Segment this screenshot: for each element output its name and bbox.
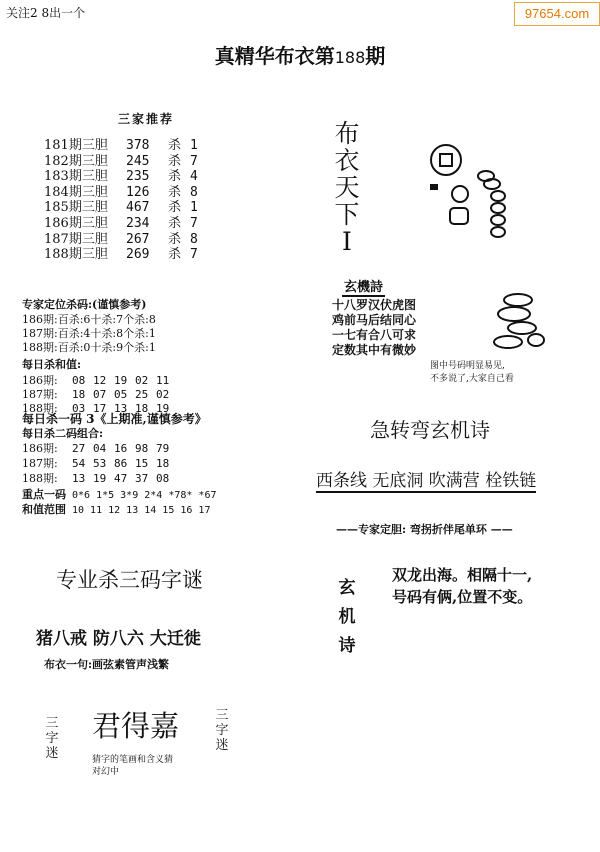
daily-sum-row-value: 05 (114, 388, 128, 401)
three-dan-row (44, 243, 198, 262)
three-dan-nums: 467 (126, 200, 150, 216)
daily-two-row-value: 47 (114, 472, 128, 485)
vertical-char: 玄 (338, 578, 356, 598)
coin-large (431, 145, 461, 175)
expert-row: 187期:百杀:4十杀:8个杀:1 (22, 327, 156, 340)
coin-chain-2 (484, 179, 500, 189)
riddle-poem-heading: 急转弯玄机诗 (370, 418, 490, 442)
daily-two-row-label: 186期: (22, 442, 58, 455)
three-dan-period: 183期三胆 (44, 169, 108, 185)
poem-line: 一七有合八可求 (332, 328, 417, 342)
daily-sum-row-value: 25 (135, 388, 149, 401)
vertical-char: 三 (45, 716, 59, 731)
three-dan-kill-num: 1 (190, 138, 198, 153)
riddle-note (92, 754, 173, 778)
vertical-char: 衣 (334, 146, 360, 175)
three-dan-kill: 杀 (168, 153, 182, 169)
riddle-poem-line: 西条线 无底洞 吹满营 栓铁链 (316, 466, 536, 493)
daily-sum-row-value: 17 (93, 402, 107, 415)
three-dan-period: 184期三胆 (44, 184, 108, 200)
three-dan-period: 182期三胆 (44, 153, 108, 169)
vertical-char: 三 (215, 708, 229, 723)
vertical-char: 机 (338, 607, 356, 627)
vertical-char: Ⅰ (342, 227, 352, 256)
daily-sum-row-label: 188期: (22, 402, 58, 415)
coins-illustration (420, 136, 520, 246)
daily-sum-row-value: 02 (135, 374, 149, 387)
daily-sum-row-value: 12 (93, 374, 107, 387)
riddle-heading: 专业杀三码字谜 (56, 568, 203, 592)
daily-sum-row-label: 187期: (22, 388, 58, 401)
daily-sum-row-value: 19 (114, 374, 128, 387)
coin-chain-6 (491, 227, 505, 237)
coin-large-hole (440, 154, 452, 166)
daily-one-heading: 每日杀一码 3《上期准,谨慎参考》 (22, 412, 207, 426)
page-title: 真精华布衣第188期 (214, 44, 386, 68)
stack-coin-4 (494, 336, 522, 348)
daily-sum-row-value: 19 (156, 402, 170, 415)
three-dan-kill: 杀 (168, 169, 182, 185)
three-dan-nums: 245 (126, 153, 150, 169)
daily-two-row-value: 13 (72, 472, 86, 485)
three-dan-kill-num: 8 (190, 231, 198, 247)
daily-sum-row-value: 03 (72, 402, 86, 415)
vertical-char: 迷 (215, 738, 229, 753)
expert-dan-line: ——专家定胆: 弯拐折伴尾单环 —— (336, 523, 513, 536)
daily-two-row-value: 37 (135, 472, 149, 485)
header-note: 关注2 8出一个 (6, 6, 86, 20)
three-dan-period: 187期三胆 (44, 231, 108, 247)
daily-two-row-value: 15 (135, 457, 149, 470)
three-dan-nums: 267 (126, 231, 150, 247)
three-dan-period: 188期三胆 (44, 247, 108, 263)
poem-note-line1: 图中号码明显易见, (430, 361, 505, 371)
coin-1 (452, 186, 468, 202)
three-dan-nums: 378 (126, 138, 150, 153)
daily-two-row (22, 470, 177, 486)
left-vertical-label (44, 716, 60, 761)
vertical-char: 下 (334, 200, 360, 229)
coin-chain-3 (491, 191, 505, 201)
three-dan-kill-num: 1 (190, 200, 198, 216)
vertical-char: 字 (215, 723, 229, 738)
three-dan-period: 185期三胆 (44, 200, 108, 216)
daily-two-row-value: 19 (93, 472, 107, 485)
vertical-char: 天 (334, 173, 360, 202)
three-dan-nums: 269 (126, 247, 150, 263)
three-dan-kill: 杀 (168, 247, 182, 263)
daily-two-row-value: 08 (156, 472, 170, 485)
daily-two-row-value: 16 (114, 442, 128, 455)
daily-two-row-value: 98 (135, 442, 149, 455)
riddle-line-1: 双龙出海。相隔十一, (392, 566, 533, 584)
daily-sum-row-value: 13 (114, 402, 128, 415)
daily-two-row-value: 04 (93, 442, 107, 455)
stack-coin-5 (528, 334, 544, 346)
coin-chain-5 (491, 215, 505, 225)
daily-sum-heading: 每日杀和值: (22, 358, 82, 371)
riddle-main: 君得嘉 (92, 709, 180, 743)
poem-line: 定数其中有微妙 (332, 343, 417, 357)
poem-line: 鸡前马后结同心 (332, 313, 417, 327)
three-dan-kill-num: 7 (190, 153, 198, 169)
three-dan-kill-num: 7 (190, 247, 198, 263)
poem-note-line2: 不多说了,大家自己看 (430, 374, 514, 384)
poem-line: 十八罗汉伏虎图 (332, 298, 417, 312)
xuanji-vertical (336, 574, 358, 661)
right-vertical-label (214, 708, 230, 753)
three-dan-kill: 杀 (168, 231, 182, 247)
three-dan-nums: 235 (126, 169, 150, 185)
three-dan-nums: 234 (126, 216, 150, 231)
daily-sum-row-label: 186期: (22, 374, 58, 387)
stack-coin-1 (504, 294, 532, 306)
daily-sum-row-value: 18 (135, 402, 149, 415)
daily-sum-row-value: 11 (156, 374, 170, 387)
daily-two-row-value: 53 (93, 457, 107, 470)
daily-sum-row-value: 02 (156, 388, 170, 401)
three-dan-kill-num: 8 (190, 184, 198, 200)
coin-small (430, 184, 438, 190)
riddle-line-2: 号码有俩,位置不变。 (392, 588, 533, 606)
poem-note (430, 360, 562, 386)
daily-two-row-value: 18 (156, 457, 170, 470)
daily-two-row-label: 187期: (22, 457, 58, 470)
daily-two-row-value: 54 (72, 457, 86, 470)
daily-two-row-value: 27 (72, 442, 86, 455)
buyi-vertical-title (330, 120, 364, 255)
vertical-char: 诗 (338, 636, 356, 656)
daily-two-row (22, 455, 177, 471)
vertical-char: 布 (334, 119, 360, 148)
riddle-note-line2: 对幻中 (92, 767, 120, 777)
three-dan-period: 181期三胆 (44, 138, 108, 153)
coin-chain-4 (491, 203, 505, 213)
daily-sum-row-value: 18 (72, 388, 86, 401)
riddle-clues: 猪八戒 防八六 大迁徙 (36, 629, 201, 649)
three-dan-kill-num: 7 (190, 216, 198, 231)
three-dan-kill: 杀 (168, 138, 182, 153)
stack-coin-2 (498, 307, 530, 321)
three-dan-kill: 杀 (168, 184, 182, 200)
site-watermark[interactable]: 97654.com (514, 2, 600, 26)
daily-two-row-value: 79 (156, 442, 170, 455)
daily-two-heading: 每日杀二码组合: (22, 427, 104, 440)
daily-sum-row-value: 08 (72, 374, 86, 387)
expert-row: 186期:百杀:6十杀:7个杀:8 (22, 313, 156, 326)
focus-row: 重点一码 0*6 1*5 3*9 2*4 *78* *67 (22, 488, 217, 501)
coin-2 (450, 208, 468, 224)
expert-heading: 专家定位杀码:(谨慎参考) (22, 298, 147, 311)
vertical-char: 迷 (45, 746, 59, 761)
poem-heading: 玄機詩 (342, 276, 385, 297)
daily-two-row-label: 188期: (22, 472, 58, 485)
stack-coin-3 (508, 322, 536, 334)
three-dan-kill-num: 4 (190, 169, 198, 185)
daily-sum-row-value: 07 (93, 388, 107, 401)
expert-row: 188期:百杀:0十杀:9个杀:1 (22, 341, 156, 354)
three-dan-kill: 杀 (168, 200, 182, 216)
sum-range-row: 和值范围 10 11 12 13 14 15 16 17 (22, 503, 211, 516)
buyi-sentence: 布衣一句:画弦素管声浅繁 (44, 658, 170, 671)
three-dan-kill: 杀 (168, 216, 182, 231)
daily-two-row-value: 86 (114, 457, 128, 470)
three-dan-heading: 三家推荐 (118, 112, 175, 126)
three-dan-period: 186期三胆 (44, 216, 108, 231)
riddle-note-line1: 猜字的笔画和含义猜 (92, 755, 174, 765)
three-dan-nums: 126 (126, 184, 150, 200)
coin-stack-illustration (478, 288, 558, 368)
vertical-char: 字 (45, 731, 59, 746)
